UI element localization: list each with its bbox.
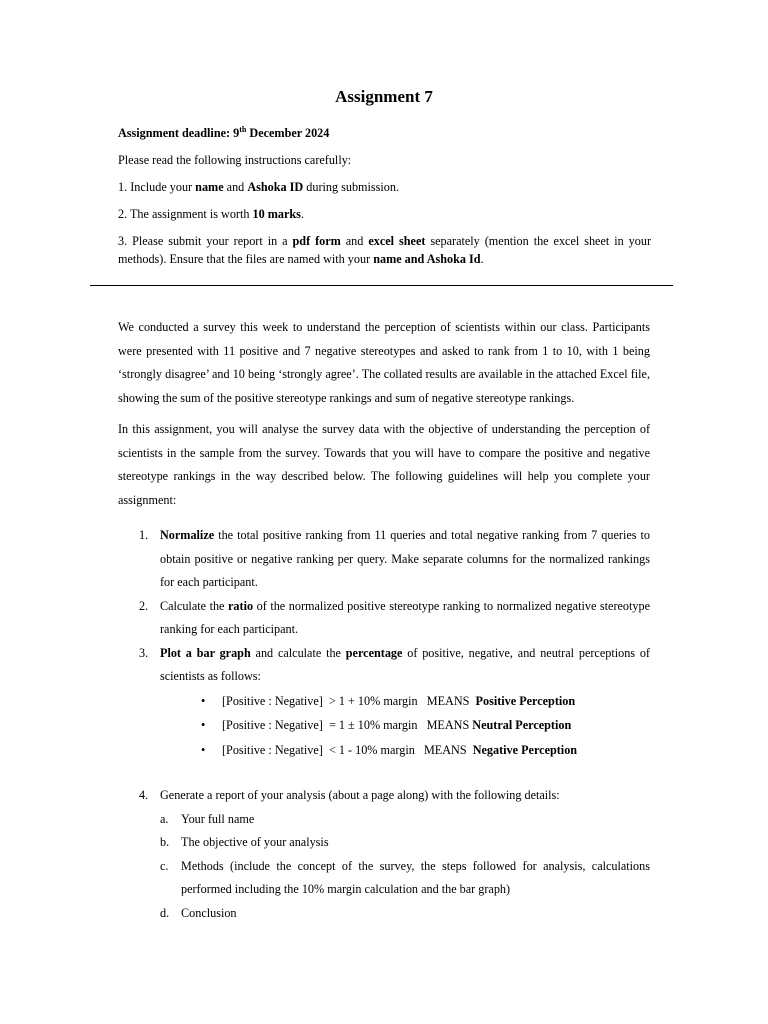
report-detail-name: a. Your full name <box>160 811 255 826</box>
deadline-superscript: th <box>239 124 247 134</box>
bullet-dot: • <box>201 693 206 708</box>
criterion-positive: • [Positive : Negative] > 1 + 10% margin MEANS Positive Perception <box>201 689 650 714</box>
step-text: Calculate the ratio of the normalized positive stereotype ranking to normalized negative stereotype ranking for each participant. <box>160 598 650 636</box>
step-text: Generate a report of your analysis (about a page along) with the following details: <box>160 788 560 802</box>
page-title: Assignment 7 <box>335 87 433 106</box>
report-detail-objective: b. The objective of your analysis <box>160 835 329 849</box>
step-number: 4. <box>139 788 149 802</box>
instruction-item-3: 3. Please submit your report in a pdf form and excel sheet separately (mention the excel sheet in your methods). Ensure that the files are named with your name and Ashoka Id. <box>118 234 652 266</box>
section-divider <box>90 285 673 286</box>
list-spacer <box>118 762 650 784</box>
step-number: 3. <box>139 645 149 660</box>
survey-paragraph: We conducted a survey this week to understand the perception of scientists within our class. Participants were presented with 11 positive and 7 negative stereotypes and asked to rank from 1 to 10, with 1 being ‘strongly disagree’ and 10 being ‘strongly agree’. The collated results are available in the attached Excel file, showing the sum of the positive stereotype rankings and sum of negative stereotype rankings. <box>118 320 650 405</box>
perception-criteria <box>160 689 650 763</box>
instruction-item-1: 1. Include your name and Ashoka ID during submission. <box>118 180 400 194</box>
step-text: Normalize the total positive ranking from 11 queries and total negative ranking from 7 queries to obtain positive or negative ranking per query. Make separate columns for the normalized rankings for each participant. <box>160 528 650 589</box>
criterion-negative: • [Positive : Negative] < 1 - 10% margin MEANS Negative Perception <box>201 738 650 763</box>
deadline-date: December 2024 <box>246 126 330 140</box>
bullet-dot: • <box>201 718 206 732</box>
bullet-dot: • <box>201 742 206 757</box>
step-number: 2. <box>139 598 149 613</box>
report-detail-conclusion: d. Conclusion <box>160 905 237 920</box>
step-normalize <box>118 524 650 595</box>
instructions-header <box>118 124 651 277</box>
guideline-steps <box>118 524 650 925</box>
instruction-item-2: 2. The assignment is worth 10 marks. <box>118 207 304 221</box>
step-report <box>118 784 650 925</box>
step-ratio <box>118 595 650 642</box>
report-detail-methods: c. Methods (include the concept of the survey, the steps followed for analysis, calculations performed including the 10% margin calculation and the bar graph) <box>160 858 650 896</box>
step-number: 1. <box>139 528 149 542</box>
deadline-line <box>118 124 651 142</box>
objective-paragraph: In this assignment, you will analyse the survey data with the objective of understanding the perception of scientists in the sample from the survey. Towards that you will have to compare the positive and negative stereotype rankings in the way described below. The following guidelines will help you complete your assignment: <box>118 422 650 507</box>
step-text: Plot a bar graph and calculate the percentage of positive, negative, and neutral perceptions of scientists as follows: <box>160 645 650 683</box>
report-details <box>160 808 650 926</box>
assignment-body <box>118 316 650 925</box>
criterion-neutral: • [Positive : Negative] = 1 ± 10% margin MEANS Neutral Perception <box>201 713 650 738</box>
step-bar-graph <box>118 642 650 763</box>
instructions-intro: Please read the following instructions carefully: <box>118 153 352 167</box>
deadline-label: Assignment deadline: 9 <box>118 126 240 140</box>
